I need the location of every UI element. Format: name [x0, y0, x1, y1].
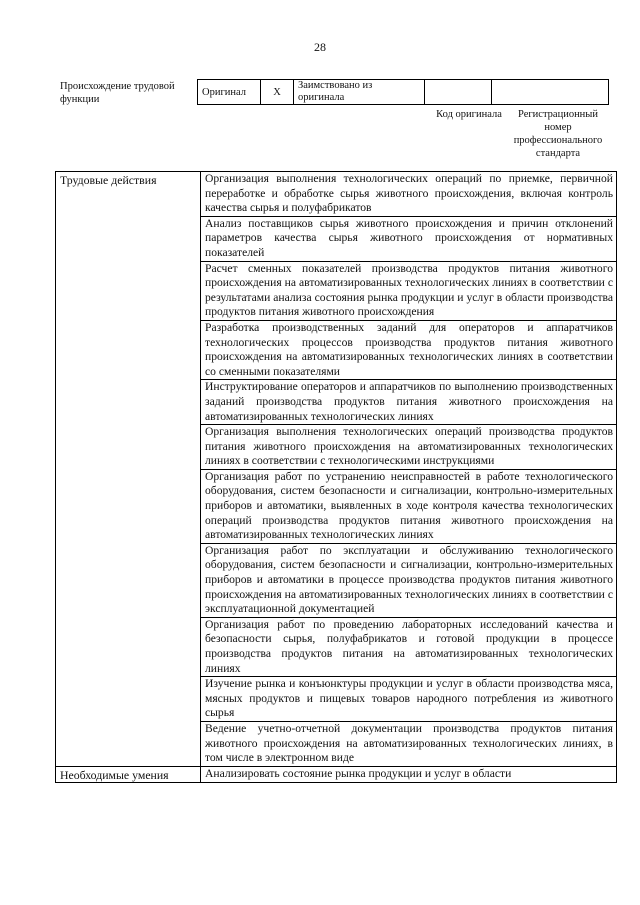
page-number: 28: [314, 40, 326, 54]
original-mark: X: [261, 80, 294, 105]
table-row: [56, 172, 617, 217]
reg-number-caption: Регистрационный номер профессионального стандарта: [513, 109, 603, 160]
labor-action-item: Организация выполнения технологических операций производства продуктов питания животного происхождения на автоматизированных технологических линиях в соответствии с технологическими инструкциями: [201, 425, 617, 470]
labor-action-item: Ведение учетно-отчетной документации производства продуктов питания животного происхождения на автоматизированных технологических линиях, в том числе в электронном виде: [201, 721, 617, 766]
labor-action-item: Анализ поставщиков сырья животного происхождения и причин отклонений параметров качества сырья животного происхождения от нормативных показателей: [201, 216, 617, 261]
code-cell: [425, 80, 492, 105]
labor-action-item: Организация выполнения технологических операций по приемке, первичной переработке и обработке сырья животного происхождения, включая контроль качества сырья и полуфабрикатов: [201, 172, 617, 217]
table-row: [56, 766, 617, 783]
labor-action-item: Изучение рынка и конъюнктуры продукции и услуг в области производства мяса, мясных продуктов и пищевых товаров народного потребления из животного сырья: [201, 677, 617, 722]
labor-action-item: Расчет сменных показателей производства продуктов питания животного происхождения на автоматизированных технологических линиях в соответствии с результатами анализа состояния рынка продукции и услуг в области производства продуктов питания животного происхождения: [201, 261, 617, 320]
labor-action-item: Организация работ по эксплуатации и обслуживанию технологического оборудования, систем безопасности и сигнализации, контрольно-измерительных приборов и автоматики в процессе производства продуктов питания животного происхождения на автоматизированных технологических линиях в соответствии с эксплуатационной документацией: [201, 543, 617, 617]
labor-actions-label: Трудовые действия: [56, 172, 201, 767]
skills-label: Необходимые умения: [56, 766, 201, 783]
code-caption: Код оригинала: [436, 109, 502, 120]
labor-action-item: Организация работ по проведению лабораторных исследований качества и безопасности сырья, полуфабрикатов и готовой продукции в процессе производства продуктов питания на автоматизированных технологических линиях: [201, 617, 617, 676]
origin-table: [197, 79, 609, 105]
reg-number-cell: [492, 80, 609, 105]
skill-item: Анализировать состояние рынка продукции и услуг в области: [201, 766, 617, 783]
labor-action-item: Инструктирование операторов и аппаратчиков по выполнению производственных заданий производства продуктов питания животного происхождения на автоматизированных технологических линиях: [201, 380, 617, 425]
labor-action-item: Разработка производственных заданий для операторов и аппаратчиков технологических процессов производства продуктов питания животного происхождения на автоматизированных технологических линиях в соответствии со сменными показателями: [201, 320, 617, 379]
labor-action-item: Организация работ по устранению неисправностей в работе технологического оборудования, систем безопасности и сигнализации, контрольно-измерительных приборов и автоматики, выявленных в ходе контроля качества технологических операций производства продуктов питания животного происхождения на автоматизированных технологических линиях: [201, 469, 617, 543]
origin-label: Происхождение трудовой функции: [60, 81, 175, 106]
borrowed-cell: Заимствовано из оригинала: [294, 80, 425, 105]
functions-table: [55, 171, 617, 783]
original-cell: Оригинал: [198, 80, 261, 105]
